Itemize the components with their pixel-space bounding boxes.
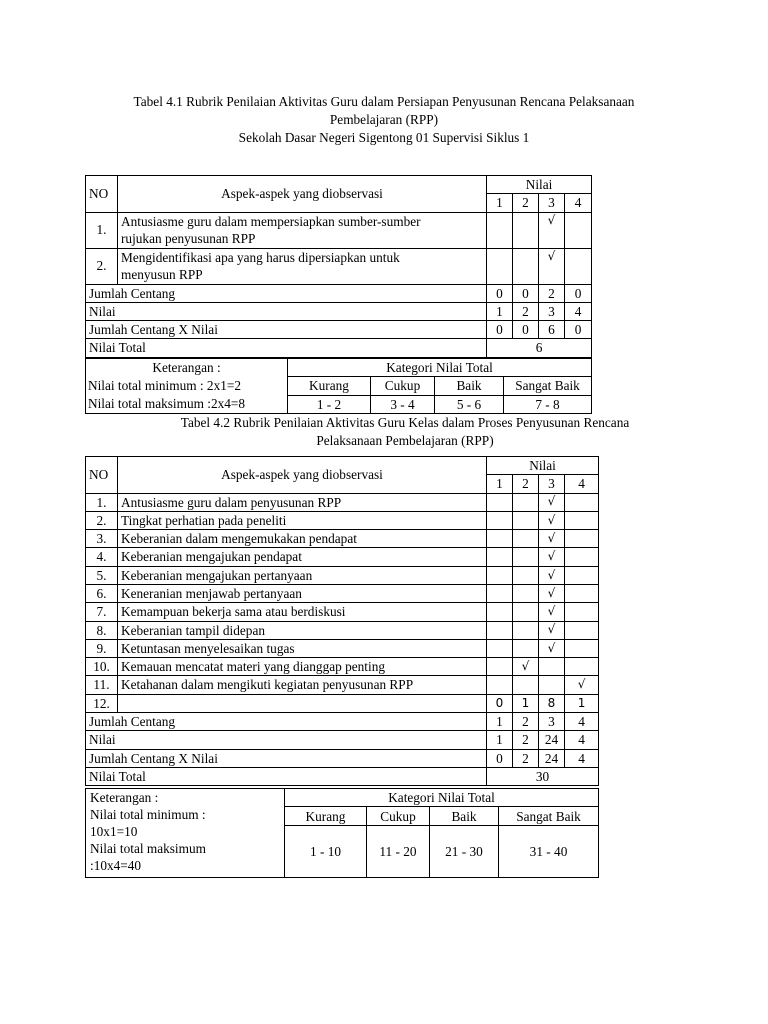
score-cell: √	[565, 676, 599, 694]
aspek-text: Ketahanan dalam mengikuti kegiatan penyusunan RPP	[118, 676, 487, 694]
score-cell	[513, 621, 539, 639]
kategori-range: 1 - 10	[285, 826, 367, 878]
table2-score-header: 3	[539, 475, 565, 493]
total-row	[86, 339, 592, 357]
aspek-text: Keberanian mengajukan pendapat	[118, 548, 487, 566]
summary-row	[86, 321, 592, 339]
aspek-text: Kemampuan bekerja sama atau berdiskusi	[118, 603, 487, 621]
aspek-line: Antusiasme guru dalam mempersiapkan sumber-sumber	[121, 213, 421, 229]
aspek-text: Keberanian tampil didepan	[118, 621, 487, 639]
table2-score-header: 2	[513, 475, 539, 493]
row-number: 4.	[86, 548, 118, 566]
table1-title-line3: Sekolah Dasar Negeri Sigentong 01 Supervisi Siklus 1	[238, 130, 530, 145]
score-cell: √	[539, 603, 565, 621]
summary-value: 1	[487, 731, 513, 749]
score-cell: √	[539, 212, 565, 248]
kategori-range: 1 - 2	[288, 395, 371, 413]
table2-header-aspek: Aspek-aspek yang diobservasi	[118, 457, 487, 494]
table-row	[86, 566, 599, 584]
score-cell	[513, 639, 539, 657]
table2-title-line1: Tabel 4.2 Rubrik Penilaian Aktivitas Guru Kelas dalam Proses Penyusunan Rencana	[180, 415, 630, 430]
table1-title-line1: Tabel 4.1 Rubrik Penilaian Aktivitas Guru dalam Persiapan Penyusunan Rencana Pelaksanaan	[133, 94, 635, 109]
total-row	[86, 767, 599, 785]
aspek-text: Ketuntasan menyelesaikan tugas	[118, 639, 487, 657]
score-cell	[513, 548, 539, 566]
summary-label: Nilai	[86, 302, 487, 320]
score-cell: √	[539, 493, 565, 511]
score-cell	[565, 248, 592, 284]
table1-caption	[60, 93, 708, 147]
row-number: 2.	[86, 511, 118, 529]
kategori-range: 3 - 4	[371, 395, 435, 413]
kategori-range: 5 - 6	[435, 395, 504, 413]
score-cell: √	[539, 566, 565, 584]
total-value: 30	[487, 767, 599, 785]
summary-value: 3	[539, 712, 565, 730]
summary-row	[86, 284, 592, 302]
table2-kategori	[85, 788, 599, 878]
summary-value: 4	[565, 712, 599, 730]
summary-label: Jumlah Centang X Nilai	[86, 749, 487, 767]
score-cell: 1	[513, 694, 539, 712]
summary-value: 24	[539, 749, 565, 767]
kategori-label: Cukup	[367, 807, 430, 826]
aspek-text: Tingkat perhatian pada peneliti	[118, 511, 487, 529]
summary-value: 3	[539, 302, 565, 320]
score-cell	[513, 493, 539, 511]
row-number: 3.	[86, 530, 118, 548]
score-cell	[487, 530, 513, 548]
table1-header-nilai: Nilai	[487, 176, 592, 194]
table2-caption	[110, 414, 700, 450]
score-cell	[565, 603, 599, 621]
keterangan-max: Nilai total maksimum	[90, 841, 206, 856]
score-cell	[565, 493, 599, 511]
score-cell	[513, 511, 539, 529]
summary-label: Jumlah Centang X Nilai	[86, 321, 487, 339]
score-cell	[565, 548, 599, 566]
aspek-text: Antusiasme guru dalam penyusunan RPP	[118, 493, 487, 511]
keterangan-max: Nilai total maksimum :2x4=8	[88, 396, 246, 411]
summary-row	[86, 749, 599, 767]
total-value: 6	[487, 339, 592, 357]
row-number: 10.	[86, 658, 118, 676]
score-cell	[487, 212, 513, 248]
score-cell	[487, 584, 513, 602]
aspek-text	[118, 248, 487, 284]
summary-value: 24	[539, 731, 565, 749]
score-cell	[513, 584, 539, 602]
score-cell: √	[539, 511, 565, 529]
aspek-text: Keberanian mengajukan pertanyaan	[118, 566, 487, 584]
table-row	[86, 511, 599, 529]
score-cell	[487, 548, 513, 566]
score-cell: √	[539, 584, 565, 602]
kategori-label: Sangat Baik	[504, 377, 592, 395]
score-cell	[565, 511, 599, 529]
summary-value: 6	[539, 321, 565, 339]
summary-label: Nilai	[86, 731, 487, 749]
summary-value: 0	[513, 284, 539, 302]
table-row	[86, 493, 599, 511]
summary-value: 2	[513, 749, 539, 767]
keterangan-min: Nilai total minimum :	[90, 807, 206, 822]
keterangan-title: Keterangan :	[152, 360, 221, 375]
table2-header-nilai: Nilai	[487, 457, 599, 475]
score-cell	[513, 676, 539, 694]
score-cell	[539, 658, 565, 676]
table-row	[86, 248, 592, 284]
aspek-text	[118, 694, 487, 712]
table2-title-line2: Pelaksanaan Pembelajaran (RPP)	[316, 433, 494, 448]
table1	[85, 175, 592, 358]
kategori-label: Kurang	[285, 807, 367, 826]
row-number: 9.	[86, 639, 118, 657]
table1-title-line2: Pembelajaran (RPP)	[329, 112, 439, 127]
aspek-text: Keneranian menjawab pertanyaan	[118, 584, 487, 602]
total-label: Nilai Total	[86, 767, 487, 785]
kategori-label: Kurang	[288, 377, 371, 395]
aspek-text: Kemauan mencatat materi yang dianggap penting	[118, 658, 487, 676]
kategori-label: Sangat Baik	[499, 807, 599, 826]
summary-value: 2	[513, 712, 539, 730]
kategori-label: Baik	[430, 807, 499, 826]
keterangan-min-value: 10x1=10	[90, 824, 138, 839]
score-cell	[487, 621, 513, 639]
score-cell: √	[539, 639, 565, 657]
table1-header-no: NO	[86, 176, 118, 213]
summary-value: 2	[513, 302, 539, 320]
score-cell	[565, 566, 599, 584]
aspek-text	[118, 212, 487, 248]
row-number: 2.	[86, 248, 118, 284]
summary-value: 0	[565, 321, 592, 339]
keterangan-min: Nilai total minimum : 2x1=2	[88, 378, 242, 393]
table1-score-header: 4	[565, 194, 592, 212]
table-row	[86, 603, 599, 621]
table1-header-aspek: Aspek-aspek yang diobservasi	[118, 176, 487, 213]
kategori-title: Kategori Nilai Total	[288, 359, 592, 377]
score-cell: √	[539, 621, 565, 639]
summary-value: 0	[487, 321, 513, 339]
kategori-range: 31 - 40	[499, 826, 599, 878]
table-row	[86, 212, 592, 248]
keterangan-block	[86, 359, 288, 414]
kategori-range: 11 - 20	[367, 826, 430, 878]
row-number: 5.	[86, 566, 118, 584]
table1-score-header: 1	[487, 194, 513, 212]
table2-score-header: 1	[487, 475, 513, 493]
score-cell	[539, 676, 565, 694]
keterangan-title: Keterangan :	[90, 790, 159, 805]
row-number: 8.	[86, 621, 118, 639]
aspek-line: rujukan penyusunan RPP	[121, 231, 256, 247]
score-cell	[487, 676, 513, 694]
summary-value: 1	[487, 712, 513, 730]
kategori-label: Cukup	[371, 377, 435, 395]
row-number: 11.	[86, 676, 118, 694]
summary-row	[86, 712, 599, 730]
summary-value: 0	[565, 284, 592, 302]
summary-value: 1	[487, 302, 513, 320]
summary-value: 0	[487, 749, 513, 767]
score-cell: 0	[487, 694, 513, 712]
table1-score-header: 2	[513, 194, 539, 212]
summary-row	[86, 302, 592, 320]
score-cell	[513, 248, 539, 284]
score-cell: 1	[565, 694, 599, 712]
table2	[85, 456, 599, 786]
row-number: 1.	[86, 212, 118, 248]
row-number: 6.	[86, 584, 118, 602]
table1-kategori	[85, 358, 592, 414]
summary-value: 4	[565, 749, 599, 767]
table-row	[86, 621, 599, 639]
summary-value: 2	[513, 731, 539, 749]
table-row	[86, 548, 599, 566]
score-cell	[487, 639, 513, 657]
score-cell: √	[539, 248, 565, 284]
summary-value: 4	[565, 731, 599, 749]
score-cell	[513, 530, 539, 548]
row-number: 12.	[86, 694, 118, 712]
table-row	[86, 584, 599, 602]
table-row	[86, 530, 599, 548]
score-cell	[487, 511, 513, 529]
aspek-line: menyusun RPP	[121, 267, 203, 283]
score-cell	[565, 530, 599, 548]
score-cell	[513, 566, 539, 584]
kategori-range: 21 - 30	[430, 826, 499, 878]
score-cell	[565, 584, 599, 602]
score-cell	[565, 621, 599, 639]
score-cell: √	[539, 548, 565, 566]
score-cell: 8	[539, 694, 565, 712]
row-number: 7.	[86, 603, 118, 621]
kategori-range: 7 - 8	[504, 395, 592, 413]
kategori-label: Baik	[435, 377, 504, 395]
table-row	[86, 694, 599, 712]
summary-label: Jumlah Centang	[86, 284, 487, 302]
score-cell	[487, 658, 513, 676]
score-cell	[565, 212, 592, 248]
score-cell	[487, 248, 513, 284]
table-row	[86, 658, 599, 676]
score-cell	[487, 566, 513, 584]
summary-row	[86, 731, 599, 749]
summary-value: 4	[565, 302, 592, 320]
summary-label: Jumlah Centang	[86, 712, 487, 730]
row-number: 1.	[86, 493, 118, 511]
table-row	[86, 676, 599, 694]
score-cell	[513, 603, 539, 621]
table1-score-header: 3	[539, 194, 565, 212]
score-cell	[513, 212, 539, 248]
table2-score-header: 4	[565, 475, 599, 493]
aspek-line: Mengidentifikasi apa yang harus dipersiapkan untuk	[121, 249, 400, 265]
score-cell	[565, 639, 599, 657]
keterangan-block	[86, 789, 285, 878]
total-label: Nilai Total	[86, 339, 487, 357]
summary-value: 0	[513, 321, 539, 339]
summary-value: 0	[487, 284, 513, 302]
score-cell	[565, 658, 599, 676]
table-row	[86, 639, 599, 657]
score-cell: √	[539, 530, 565, 548]
summary-value: 2	[539, 284, 565, 302]
keterangan-max-value: :10x4=40	[90, 858, 142, 873]
aspek-text: Keberanian dalam mengemukakan pendapat	[118, 530, 487, 548]
score-cell	[487, 603, 513, 621]
kategori-title: Kategori Nilai Total	[285, 789, 599, 807]
score-cell: √	[513, 658, 539, 676]
score-cell	[487, 493, 513, 511]
table2-header-no: NO	[86, 457, 118, 494]
